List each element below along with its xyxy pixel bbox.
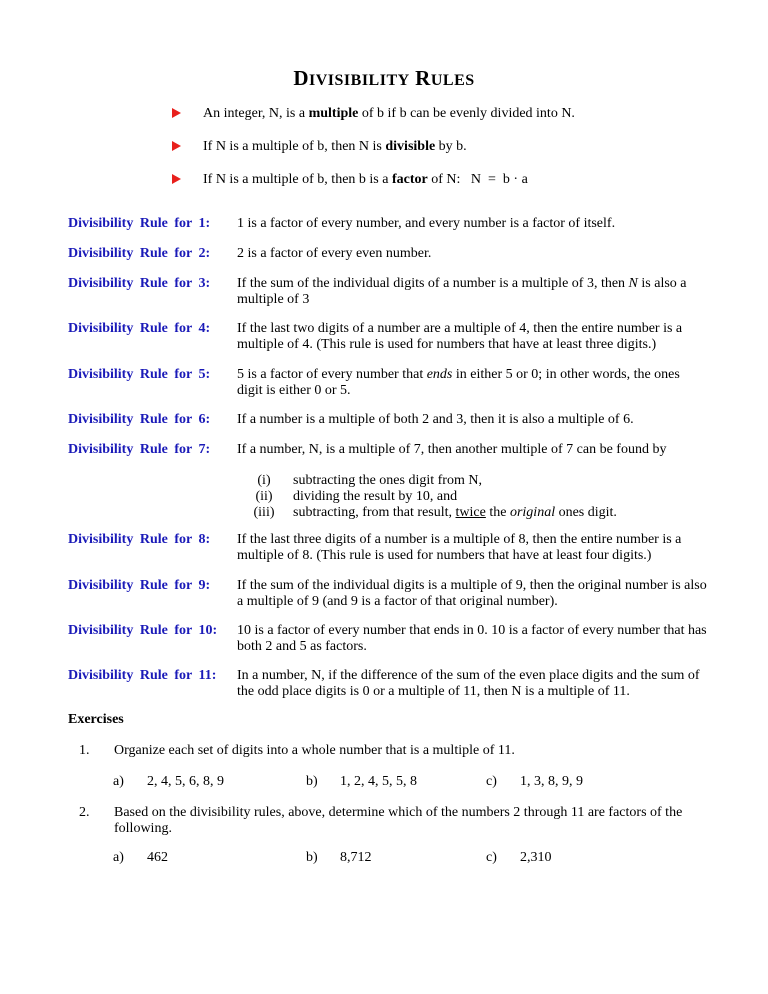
rule-label: Divisibility Rule for 9: <box>68 578 211 593</box>
exercise-option: c) 1, 3, 8, 9, 9 <box>486 774 583 789</box>
rule-text: In a number, N, if the difference of the sum of the even place digits and the sum of the odd place digits is 0 or a multiple of 11, then N is a multiple of 11. <box>237 668 700 699</box>
page-title: DIVISIBILITY RULES <box>293 66 475 90</box>
exercise-option: b) 1, 2, 4, 5, 5, 8 <box>306 774 417 789</box>
exercise-number: 2. <box>79 805 90 820</box>
exercise-option: a) 2, 4, 5, 6, 8, 9 <box>113 774 224 789</box>
rule-text: If the sum of the individual digits of a number is a multiple of 3, then N is also a multiple of 3 <box>237 276 687 307</box>
definition-bullet: If N is a multiple of b, then b is a factor of N: N = b · a <box>172 170 528 190</box>
exercise-option: b) 8,712 <box>306 850 372 865</box>
triangle-bullet-icon <box>172 108 181 118</box>
rule-label: Divisibility Rule for 4: <box>68 321 211 336</box>
list-item: (iii) subtracting, from that result, twice the original ones digit. <box>253 505 617 520</box>
rule-text: If the last three digits of a number is a multiple of 8, then the entire number is a multiple of 8. (This rule is used for numbers that have at least four digits.) <box>237 532 682 563</box>
rule-label: Divisibility Rule for 7: <box>68 442 211 457</box>
triangle-bullet-icon <box>172 141 181 151</box>
exercise-option: a) 462 <box>113 850 168 865</box>
exercise-option: c) 2,310 <box>486 850 552 865</box>
rule-text: If the sum of the individual digits is a multiple of 9, then the original number is also a multiple of 9 (and 9 is a factor of that original number). <box>237 578 707 609</box>
rule7-steps <box>250 473 617 521</box>
rule-text: If a number is a multiple of both 2 and 3, then it is also a multiple of 6. <box>237 412 634 427</box>
rule-text: If the last two digits of a number are a multiple of 4, then the entire number is a multiple of 4. (This rule is used for numbers that have at least three digits.) <box>237 321 683 352</box>
rule-text: 10 is a factor of every number that ends in 0. 10 is a factor of every number that has both 2 and 5 as factors. <box>237 623 707 654</box>
rule-text: If a number, N, is a multiple of 7, then another multiple of 7 can be found by <box>237 442 667 457</box>
rule-label: Divisibility Rule for 2: <box>68 246 211 261</box>
triangle-bullet-icon <box>172 174 181 184</box>
rule-label: Divisibility Rule for 1: <box>68 216 211 231</box>
definition-bullet: If N is a multiple of b, then N is divisible by b. <box>172 137 467 157</box>
rule-text: 2 is a factor of every even number. <box>237 246 432 261</box>
rule-label: Divisibility Rule for 3: <box>68 276 211 291</box>
exercise-text: Organize each set of digits into a whole number that is a multiple of 11. <box>114 743 515 758</box>
rule-text: 1 is a factor of every number, and every number is a factor of itself. <box>237 216 616 231</box>
rule-label: Divisibility Rule for 10: <box>68 623 218 638</box>
definition-bullet: An integer, N, is a multiple of b if b can be evenly divided into N. <box>172 104 575 124</box>
list-item: (i) subtracting the ones digit from N, <box>257 473 482 488</box>
rule-text: 5 is a factor of every number that ends in either 5 or 0; in other words, the ones digit is either 0 or 5. <box>237 367 680 398</box>
exercise-number: 1. <box>79 743 90 758</box>
rule-label: Divisibility Rule for 6: <box>68 412 211 427</box>
exercises-heading: Exercises <box>68 712 124 727</box>
rule-label: Divisibility Rule for 5: <box>68 367 211 382</box>
rule-label: Divisibility Rule for 11: <box>68 668 217 683</box>
list-item: (ii) dividing the result by 10, and <box>255 489 458 504</box>
exercise-text: Based on the divisibility rules, above, determine which of the numbers 2 through 11 are factors of the following. <box>114 805 683 836</box>
rule-label: Divisibility Rule for 8: <box>68 532 211 547</box>
